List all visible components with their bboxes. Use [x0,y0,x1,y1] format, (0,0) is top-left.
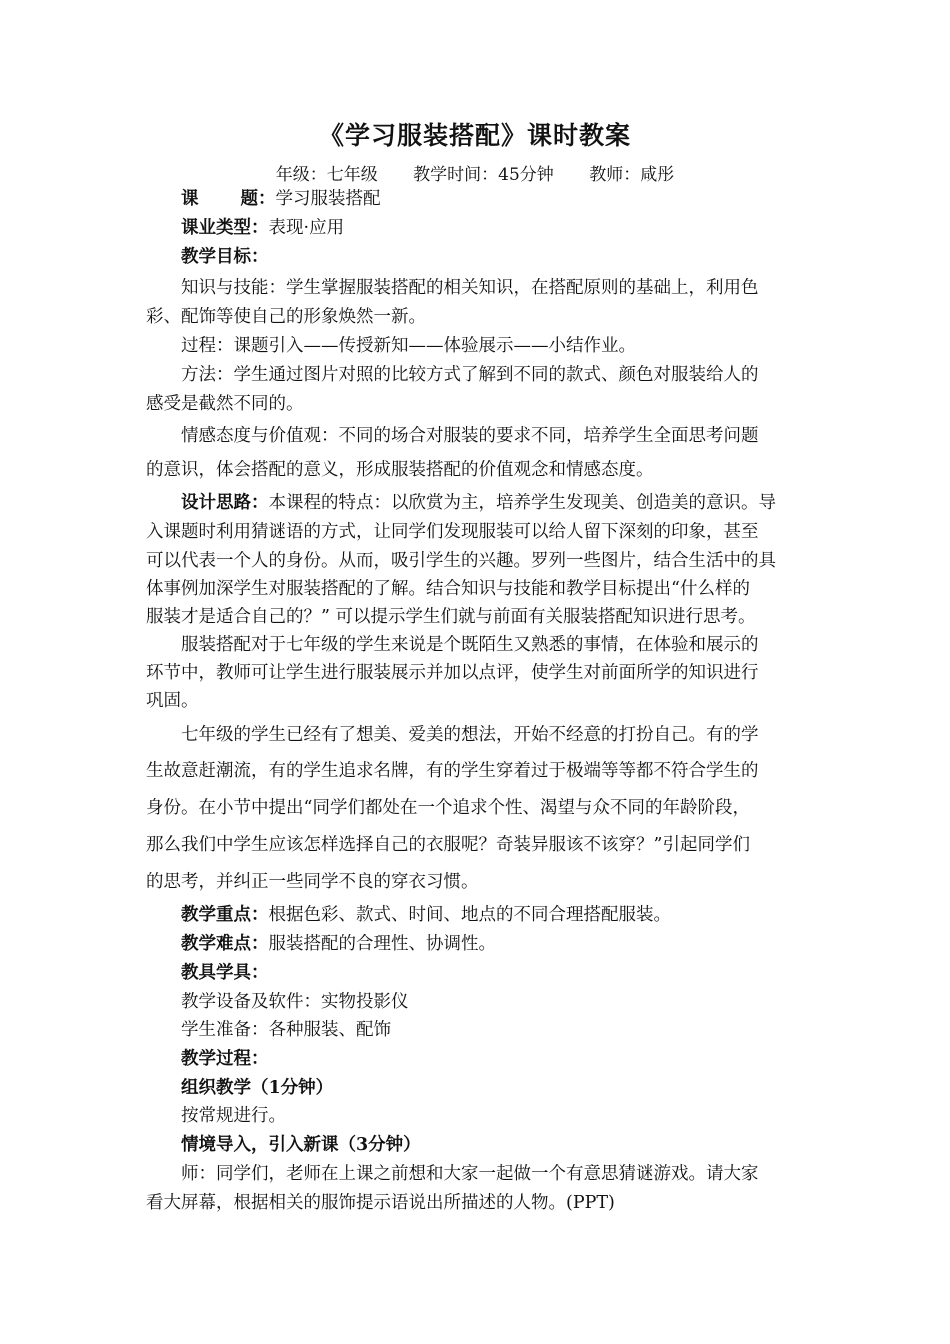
paragraph-line: 体事例加深学生对服装搭配的了解。结合知识与技能和教学目标提出“什么样的 [146,579,750,599]
paragraph-line: 感受是截然不同的。 [146,394,304,414]
page-title: 《学习服装搭配》课时教案 [318,121,631,150]
paragraph-line: 服装搭配对于七年级的学生来说是个既陌生又熟悉的事情，在体验和展示的 [181,635,759,655]
design-label: 设计思路： [181,493,269,513]
paragraph-line: 服装才是适合自己的？” 可以提示学生们就与前面有关服装搭配知识进行思考。 [146,607,756,627]
paragraph-line: 入课题时利用猜谜语的方式，让同学们发现服装可以给人留下深刻的印象，甚至 [146,522,759,542]
subject-line [181,191,818,209]
key-point-value: 根据色彩、款式、时间、地点的不同合理搭配服装。 [268,905,671,925]
paragraph-line: 学生准备：各种服装、配饰 [181,1020,391,1040]
difficulty-line [181,936,818,954]
difficulty-label: 教学难点： [181,934,269,954]
process-heading: 教学过程： [181,1049,269,1069]
paragraph-line: 的意识，体会搭配的意义，形成服装搭配的价值观念和情感态度。 [146,460,654,480]
design-text: 本课程的特点：以欣赏为主，培养学生发现美、创造美的意识。导 [268,493,776,513]
type-label: 课业类型： [181,218,269,238]
paragraph-line: 过程：课题引入——传授新知——体验展示——小结作业。 [181,336,636,356]
goals-heading: 教学目标： [181,247,269,267]
paragraph-line: 生故意赶潮流，有的学生追求名牌，有的学生穿着过于极端等等都不符合学生的 [146,761,759,781]
lesson-meta [0,160,950,185]
key-point-line [181,907,818,925]
paragraph-line: 七年级的学生已经有了想美、爱美的想法，开始不经意的打扮自己。有的学 [181,725,759,745]
grade-info: 年级：七年级 [275,165,378,185]
subject-label-a: 课 [181,189,199,209]
paragraph-line: 情感态度与价值观：不同的场合对服装的要求不同，培养学生全面思考问题 [181,426,759,446]
type-value: 表现·应用 [268,218,345,238]
paragraph-line: 看大屏幕，根据相关的服饰提示语说出所描述的人物。(PPT) [146,1193,615,1213]
paragraph-line: 知识与技能：学生掌握服装搭配的相关知识，在搭配原则的基础上，利用色 [181,278,759,298]
paragraph-line: 彩、配饰等使自己的形象焕然一新。 [146,307,426,327]
key-point-label: 教学重点： [181,905,269,925]
subject-value: 学习服装搭配 [275,189,381,209]
paragraph-line: 教学设备及软件：实物投影仪 [181,992,409,1012]
tools-heading: 教具学具： [181,963,269,983]
paragraph-line: 那么我们中学生应该怎样选择自己的衣服呢？奇装异服该不该穿？”引起同学们 [146,835,750,855]
paragraph-line: 巩固。 [146,691,199,711]
teacher-info: 教师：咸彤 [589,165,675,185]
paragraph-line: 身份。在小节中提出“同学们都处在一个追求个性、渴望与众不同的年龄阶段， [146,798,750,818]
paragraph-line: 可以代表一个人的身份。从而，吸引学生的兴趣。罗列一些图片，结合生活中的具 [146,551,776,571]
paragraph-line: 方法：学生通过图片对照的比较方式了解到不同的款式、颜色对服装给人的 [181,365,759,385]
design-line [181,495,818,513]
difficulty-value: 服装搭配的合理性、协调性。 [268,934,496,954]
organize-heading: 组织教学（1分钟） [181,1078,334,1098]
paragraph-line: 师：同学们，老师在上课之前想和大家一起做一个有意思猜谜游戏。请大家 [181,1164,759,1184]
type-line [181,220,818,238]
time-info: 教学时间：45分钟 [413,165,554,185]
paragraph-line: 的思考，并纠正一些同学不良的穿衣习惯。 [146,872,479,892]
paragraph-line: 环节中，教师可让学生进行服装展示并加以点评，使学生对前面所学的知识进行 [146,663,759,683]
paragraph-line: 按常规进行。 [181,1106,286,1126]
intro-heading: 情境导入，引入新课（3分钟） [181,1135,421,1155]
subject-label-b: 题： [240,189,276,209]
